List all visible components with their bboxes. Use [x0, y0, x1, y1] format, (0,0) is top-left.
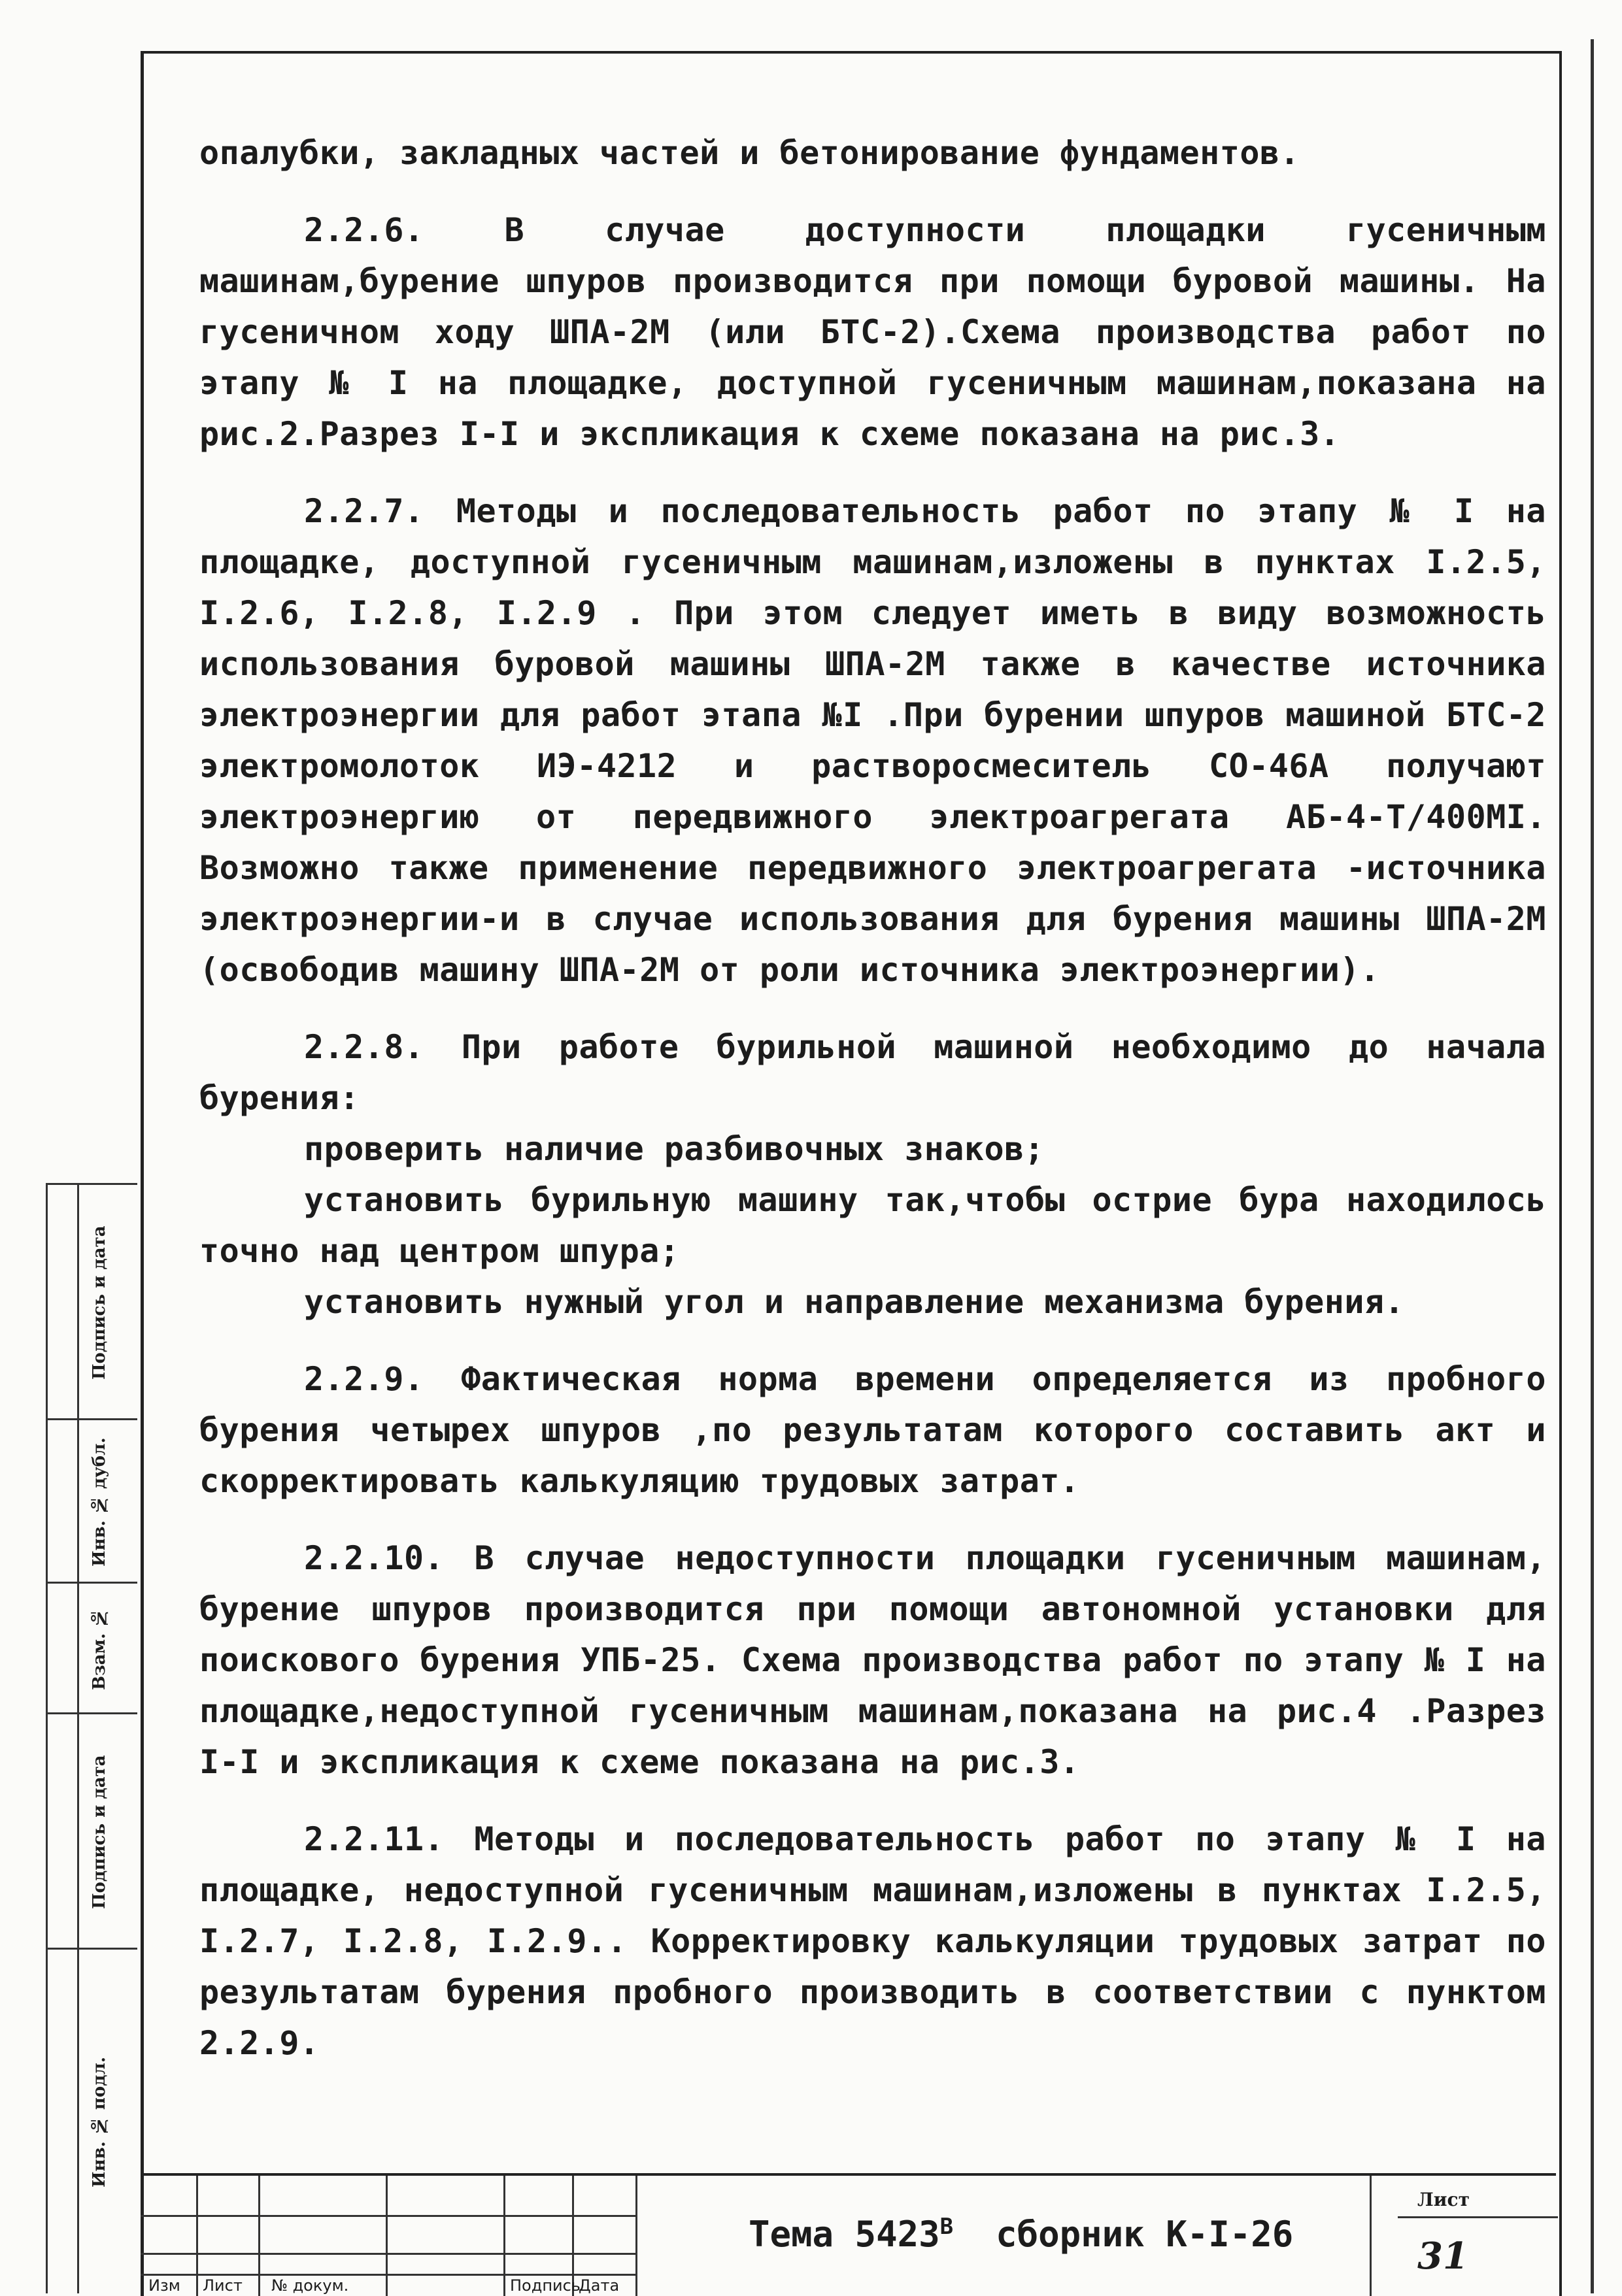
paragraph-2-2-6: 2.2.6. В случае доступности площадки гусеничным машинам,бурение шпуров производится при помощи буровой машины. На гусеничном ходу ШПА-2М (или БТС-2).Схема производства работ по этапу № I на площадке, доступной гусеничным машинам,показана на рис.2.Разрез I-I и экспликация к схеме показана на рис.3. [199, 211, 1546, 453]
list-item-position-machine: установить бурильную машину так,чтобы острие бура находилось точно над центром шпура; [199, 1181, 1546, 1270]
rev-header-list: Лист [203, 2276, 243, 2295]
sidebar-cell-vzam [46, 1582, 137, 1714]
document-designation [749, 2214, 1293, 2255]
sidebar-cell-sign-date-1 [46, 1183, 137, 1420]
sidebar-label-dup-no: Инв. № дубл. [90, 1437, 109, 1567]
sidebar-label-sign-date-2: Подпись и дата [90, 1755, 109, 1909]
title-block [141, 2173, 1556, 2296]
paragraph-2-2-9: 2.2.9. Фактическая норма времени определяется из пробного бурения четырех шпуров ,по результатам которого составить акт и скорректировать калькуляцию трудовых затрат. [199, 1360, 1546, 1500]
rev-row-line [141, 2274, 637, 2276]
sidebar-cell-orig-no [46, 1948, 137, 2295]
rev-col-line [386, 2176, 388, 2296]
paragraph-2-2-7: 2.2.7. Методы и последовательность работ по этапу № I на площадке, доступной гусеничным машинам,изложены в пунктах I.2.5, I.2.6, I.2.8, I.2.9 . При этом следует иметь в виду возможность использования буровой машины ШПА-2М также в качестве источника электроэнергии для работ этапа №I .При бурении шпуров машиной БТС-2 электромолоток ИЭ-4212 и растворосмеситель СО-46А получают электроэнергию от передвижного электроагрегата АБ-4-Т/400МI. Возможно также применение передвижного электроагрегата -источника электроэнергии-и в случае использования для бурения машины ШПА-2М (освободив машину ШПА-2М от роли источника электроэнергии). [199, 492, 1546, 989]
rev-col-line [635, 2176, 637, 2296]
sidebar-cell-sign-date-2 [46, 1712, 137, 1950]
designation-rest: сборник К-I-26 [953, 2214, 1294, 2255]
outer-border-line [1591, 39, 1594, 2293]
rev-row-line [141, 2253, 637, 2255]
rev-row-line [141, 2215, 637, 2217]
rev-col-line [258, 2176, 260, 2296]
revision-table [141, 2176, 637, 2296]
sidebar-cell-dup-no [46, 1418, 137, 1584]
sidebar-label-sign-date-1: Подпись и дата [90, 1225, 109, 1380]
document-body [199, 127, 1546, 2095]
sheet-box [1370, 2176, 1558, 2296]
designation-sup: В [939, 2214, 954, 2240]
rev-header-date: Дата [579, 2276, 620, 2295]
sheet-label: Лист [1417, 2189, 1470, 2210]
rev-col-line [503, 2176, 505, 2296]
designation-main: Тема 5423 [749, 2214, 940, 2255]
rev-header-izm: Изм [148, 2276, 180, 2295]
list-item-check-marks: проверить наличие разбивочных знаков; [304, 1130, 1045, 1168]
rev-col-line [196, 2176, 198, 2296]
left-margin-stamp [46, 1183, 137, 2293]
sheet-number: 31 [1417, 2235, 1468, 2278]
rev-header-doc: № докум. [271, 2276, 349, 2295]
sidebar-label-vzam: Взам. № [90, 1607, 109, 1691]
sheet-divider [1398, 2216, 1558, 2218]
paragraph-2-2-11: 2.2.11. Методы и последовательность работ по этапу № I на площадке, недоступной гусеничным машинам,изложены в пунктах I.2.5, I.2.7, I.2.8, I.2.9.. Корректировку калькуляции трудовых затрат по результатам бурения пробного производить в соответствии с пунктом 2.2.9. [199, 1820, 1546, 2062]
paragraph-2-2-10: 2.2.10. В случае недоступности площадки гусеничным машинам, бурение шпуров производится при помощи автономной установки для поискового бурения УПБ-25. Схема производства работ по этапу № I на площадке,недоступной гусеничным машинам,показана на рис.4 .Разрез I-I и экспликация к схеме показана на рис.3. [199, 1539, 1546, 1781]
list-item-set-angle: установить нужный угол и направление механизма бурения. [304, 1283, 1405, 1321]
paragraph-2-2-8: 2.2.8. При работе бурильной машиной необходимо до начала бурения: [199, 1028, 1546, 1117]
paragraph-intro: опалубки, закладных частей и бетонирование фундаментов. [199, 134, 1300, 172]
sidebar-label-orig-no: Инв. № подл. [90, 2057, 109, 2188]
rev-header-sign: Подпись [510, 2276, 581, 2295]
